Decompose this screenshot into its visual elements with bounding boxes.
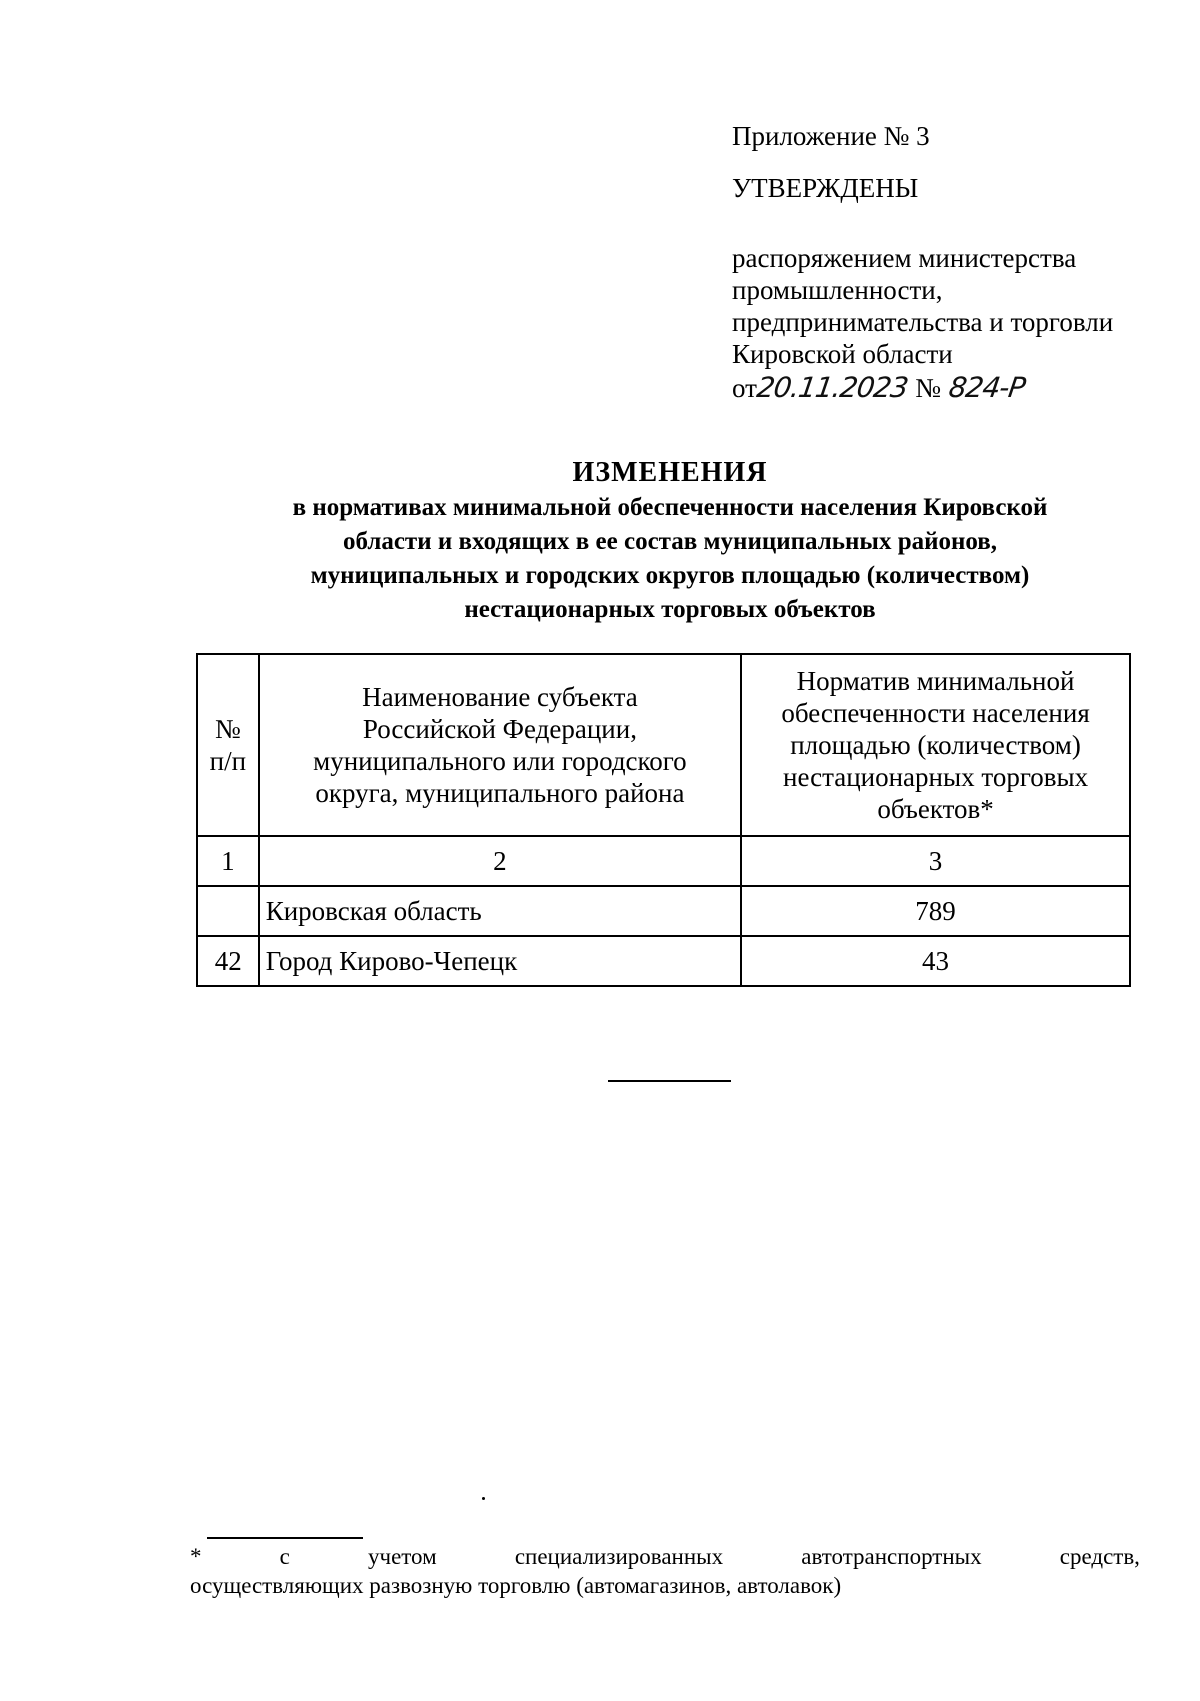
footnote-rule: [207, 1537, 363, 1539]
column-number: 2: [259, 836, 741, 886]
approval-block: [732, 120, 1172, 404]
approving-order-line: предпринимательства и торговли: [732, 307, 1114, 337]
subtitle-line: области и входящих в ее состав муниципальных районов,: [342, 528, 998, 555]
row-num: [197, 886, 259, 936]
subtitle-line: муниципальных и городских округов площадью (количеством): [310, 562, 1030, 589]
document-heading: [190, 455, 1150, 627]
header-name-line: Российской Федерации,: [362, 714, 637, 744]
table-header-row: [197, 654, 1130, 836]
footnote-line: осуществляющих развозную торговлю (автомагазинов, автолавок): [190, 1573, 842, 1598]
norms-table: [196, 653, 1131, 987]
header-name: [259, 654, 741, 836]
header-norm-line: обеспеченности населения: [781, 698, 1090, 728]
stray-dot: [482, 1497, 485, 1500]
approved-label: УТВЕРЖДЕНЫ: [732, 173, 919, 203]
header-norm-line: площадью (количеством): [790, 730, 1081, 760]
header-norm-line: нестационарных торговых: [783, 762, 1089, 792]
footnote: [190, 1542, 1140, 1600]
subtitle-line: в нормативах минимальной обеспеченности населения Кировской: [292, 494, 1048, 521]
header-num: [197, 654, 259, 836]
column-number: 1: [197, 836, 259, 886]
row-value: 789: [741, 886, 1130, 936]
approving-order-line: Кировской области: [732, 339, 953, 369]
approving-order-line: промышленности,: [732, 275, 943, 305]
header-norm: [741, 654, 1130, 836]
column-number-row: [197, 836, 1130, 886]
header-name-line: Наименование субъекта: [362, 682, 638, 712]
document-title: ИЗМЕНЕНИЯ: [572, 457, 768, 488]
header-num-line: №: [214, 714, 241, 744]
footnote-word: *: [190, 1544, 202, 1569]
column-number: 3: [741, 836, 1130, 886]
header-name-line: муниципального или городского: [313, 746, 687, 776]
approving-order: [732, 242, 1172, 370]
handwritten-order-number: 824-Р: [946, 371, 1027, 404]
appendix-label: Приложение № 3: [732, 121, 930, 151]
footnote-line: [190, 1542, 1140, 1571]
row-name: Кировская область: [259, 886, 741, 936]
footnote-word: учетом: [368, 1544, 437, 1569]
footnote-word: специализированных: [514, 1544, 724, 1569]
footnote-word: автотранспортных: [801, 1544, 982, 1569]
number-sign: №: [915, 373, 942, 403]
subtitle-line: нестационарных торговых объектов: [464, 596, 876, 623]
date-prefix: от: [732, 373, 757, 403]
approving-order-line: распоряжением министерства: [732, 243, 1077, 273]
header-num-line: п/п: [209, 746, 247, 776]
row-name: Город Кирово-Чепецк: [259, 936, 741, 986]
header-norm-line: объектов*: [877, 794, 994, 824]
row-value: 43: [741, 936, 1130, 986]
table-row: [197, 886, 1130, 936]
end-separator-line: [608, 1080, 731, 1082]
footnote-word: средств,: [1059, 1544, 1140, 1569]
handwritten-date: 20.11.2023: [754, 371, 910, 404]
table-row: [197, 936, 1130, 986]
row-num: 42: [197, 936, 259, 986]
header-norm-line: Норматив минимальной: [796, 666, 1075, 696]
header-name-line: округа, муниципального района: [315, 778, 685, 808]
footnote-word: с: [279, 1544, 290, 1569]
document-subtitle: [190, 491, 1150, 627]
order-date-line: [732, 372, 1172, 404]
